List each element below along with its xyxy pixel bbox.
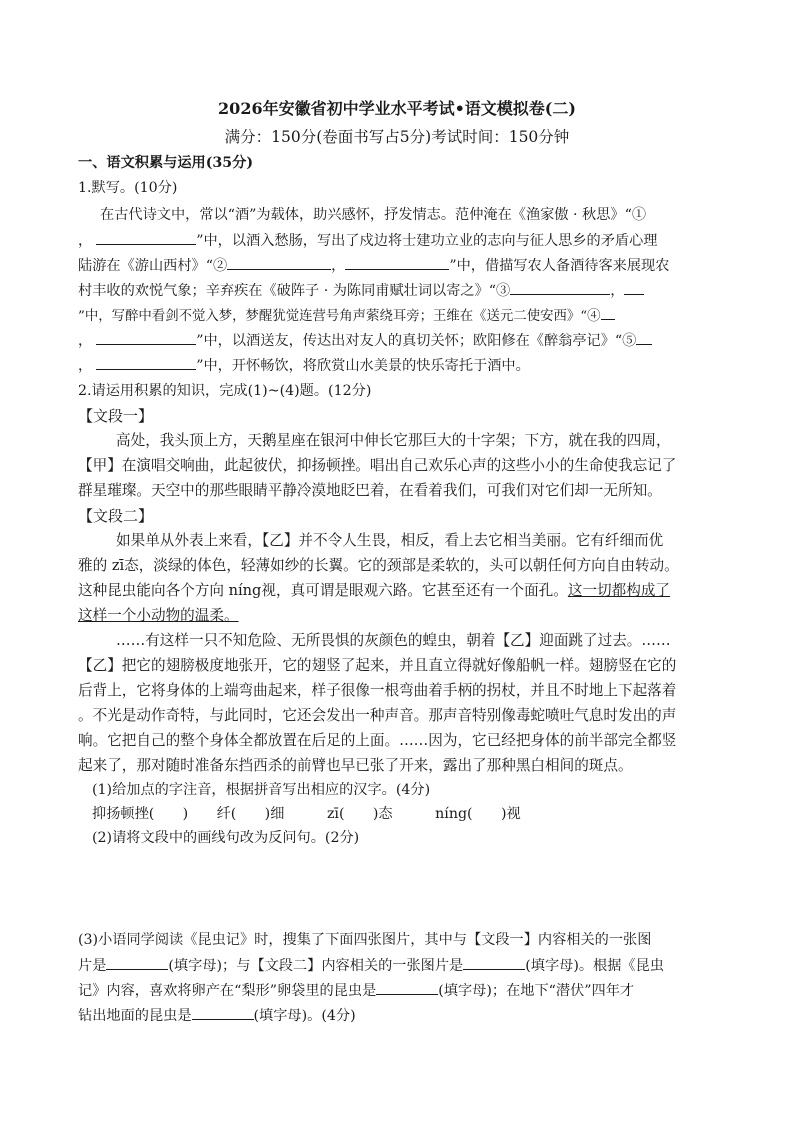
q1-line-6: ， ”中，以酒送友，传达出对友人的真切关怀；欧阳修在《醉翁亭记》“⑤	[78, 329, 728, 352]
answer-blank[interactable]	[463, 954, 525, 970]
answer-blank[interactable]	[96, 229, 196, 245]
passage-2-label: 【文段二】	[78, 507, 154, 525]
answer-blank[interactable]	[106, 954, 168, 970]
answer-blank[interactable]	[96, 354, 196, 370]
sub-question-1-items: 抑扬顿挫( ) 纤( )细 zī( )态 níng( )视	[92, 806, 521, 822]
underlined-sentence-end: 这样一个小动物的温柔。	[78, 607, 239, 624]
underlined-sentence: 这一切都构成了	[567, 582, 671, 599]
passage-2-line-3: 这种昆虫能向各个方向 níng视，真可谓是眼观六路。它甚至还有一个面孔。这一切都构成了	[78, 582, 671, 599]
q1-line-3: 陆游在《游山西村》“② ， ”中，借描写农人备酒待客来展现农	[78, 254, 728, 277]
passage-3-line-6: 起来了，那对随时准备东挡西杀的前臂也早已张了开来，露出了那种黑白相间的斑点。	[78, 757, 633, 774]
answer-blank[interactable]	[192, 1004, 254, 1020]
q2-stem: 2.请运用积累的知识，完成(1)~(4)题。(12分)	[78, 383, 372, 399]
sub-question-1: (1)给加点的字注音，根据拼音写出相应的汉字。(4分)	[92, 782, 431, 798]
q1-line-1: 在古代诗文中，常以“酒”为载体，助兴感怀，抒发情志。范仲淹在《渔家傲 · 秋思》“①	[100, 207, 647, 223]
exam-title: 2026年安徽省初中学业水平考试•语文模拟卷(二)	[218, 99, 576, 118]
passage-3-line-5: 响。它把自己的整个身体全都放置在后足的上面。……因为，它已经把身体的前半部完全都竖	[78, 732, 677, 749]
sub-question-3-line-1: (3)小语同学阅读《昆虫记》时，搜集了下面四张图片，其中与【文段一】内容相关的一张图	[78, 932, 652, 948]
q1-line-2: ， ”中，以酒入愁肠，写出了戍边将士建功立业的志向与征人思乡的矛盾心理	[78, 229, 728, 252]
answer-blank[interactable]	[601, 304, 615, 320]
sub-question-3-line-4: 钻出地面的昆虫是 (填字母)。(4分)	[78, 1004, 728, 1027]
sub-question-2: (2)请将文段中的画线句改为反问句。(2分)	[92, 830, 360, 846]
q1-line-4: 村丰收的欢悦气象；辛弃疾在《破阵子 · 为陈同甫赋壮词以寄之》“③ ，	[78, 279, 728, 302]
sub-question-3-line-2: 片是 (填字母)；与【文段二】内容相关的一张图片是 (填字母)。根据《昆虫	[78, 954, 728, 977]
passage-1-line-3: 群星璀璨。天空中的那些眼睛平静冷漠地眨巴着，在看着我们，可我们对它们却一无所知。	[78, 482, 662, 499]
passage-3-line-2: 【乙】把它的翅膀极度地张开，它的翅竖了起来，并且直立得就好像船帆一样。翅膀竖在它的	[78, 657, 677, 674]
answer-blank[interactable]	[510, 279, 610, 295]
sub-question-3-line-3: 记》内容，喜欢将卵产在“梨形”卵袋里的昆虫是 (填字母)；在地下“潜伏”四年才	[78, 979, 728, 1002]
passage-2-line-1: 如果单从外表上来看，【乙】并不令人生畏，相反，看上去它相当美丽。它有纤细而优	[116, 532, 664, 549]
section-heading: 一、语文积累与运用(35分)	[78, 155, 254, 171]
answer-blank[interactable]	[376, 979, 438, 995]
q1-stem: 1.默写。(10分)	[78, 180, 178, 196]
passage-1-line-2: 【甲】在演唱交响曲，此起彼伏，抑扬顿挫。唱出自己欢乐心声的这些小小的生命使我忘记了	[78, 457, 677, 474]
passage-2-line-2: 雅的 zī态，淡绿的体色，轻薄如纱的长翼。它的颈部是柔软的，头可以朝任何方向自由转动。	[78, 557, 679, 574]
passage-1-line-1: 高处，我头顶上方，天鹅星座在银河中伸长它那巨大的十字架；下方，就在我的四周，	[116, 432, 671, 449]
passage-3-line-1: ……有这样一只不知危险、无所畏惧的灰颜色的蝗虫，朝着【乙】迎面跳了过去。……	[116, 632, 671, 649]
passage-3-line-3: 后背上，它将身体的上端弯曲起来，样子很像一根弯曲着手柄的拐杖，并且不时地上下起落着	[78, 682, 677, 699]
answer-blank[interactable]	[636, 329, 652, 345]
passage-3-line-4: 。不光是动作奇特，与此同时，它还会发出一种声音。那声音特别像毒蛇喷吐气息时发出的声	[78, 707, 677, 724]
answer-blank[interactable]	[624, 279, 644, 295]
answer-blank[interactable]	[345, 254, 449, 270]
answer-blank[interactable]	[227, 254, 331, 270]
answer-blank[interactable]	[96, 329, 196, 345]
q1-line-7: ， ”中，开怀畅饮，将欣赏山水美景的快乐寄托于酒中。	[78, 354, 728, 377]
q1-line-5: ”中，写醉中看剑不觉入梦，梦醒犹觉连营号角声萦绕耳旁；王维在《送元二使安西》“④	[78, 304, 728, 328]
exam-subtitle: 满分：150分(卷面书写占5分)考试时间：150分钟	[224, 128, 570, 146]
passage-1-label: 【文段一】	[78, 407, 154, 425]
